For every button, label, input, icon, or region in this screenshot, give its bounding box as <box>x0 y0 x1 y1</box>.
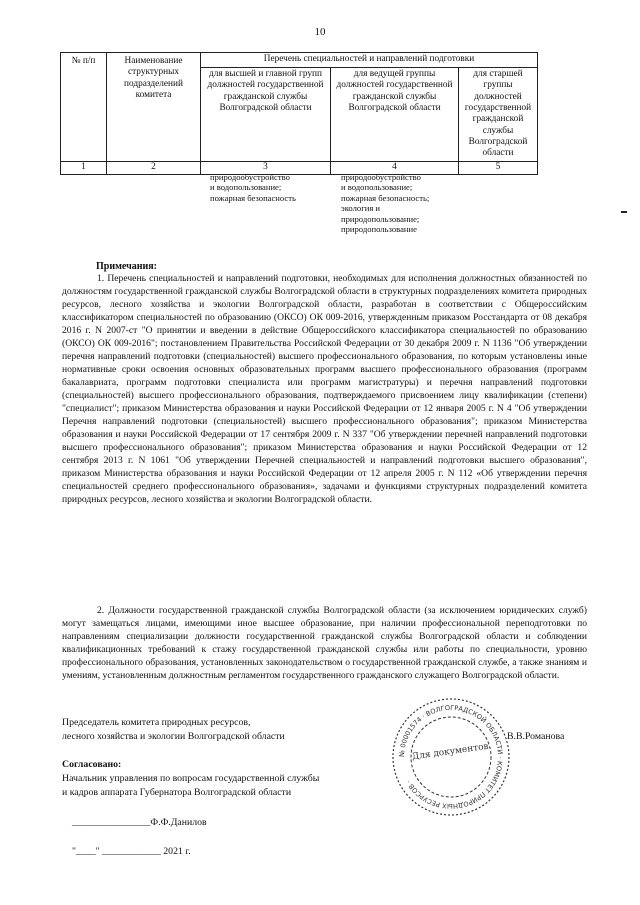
approver-signature-line: ________________Ф.Ф.Данилов <box>72 817 207 828</box>
page-number: 10 <box>314 26 326 38</box>
round-stamp <box>390 696 512 818</box>
date-line: "____" ____________ 2021 г. <box>72 846 191 857</box>
list-item: природообустройство <box>341 172 421 182</box>
chair-title-line-1: Председатель комитета природных ресурсов, <box>62 717 251 728</box>
stamp-ring-text: № 00001574 · ВОЛГОГРАДСКОЙ ОБЛАСТИ · КОМИТЕТ ПРИРОДНЫХ РЕСУРСОВ · <box>397 703 505 811</box>
list-item: и водопользование; <box>210 182 282 193</box>
notes-heading: Примечания: <box>96 261 158 272</box>
chair-name: В.В.Романова <box>507 731 565 742</box>
header-num: № п/п <box>61 53 107 162</box>
continuation-col-4 <box>341 172 429 235</box>
header-col-4: для ведущей группы должностей государственной гражданской службы Волгоградской области <box>331 68 459 162</box>
approver-title-line-2: и кадров аппарата Губернатора Волгоградской области <box>62 787 292 798</box>
col-number-3: 3 <box>201 161 331 174</box>
chair-title-line-2: лесного хозяйства и экологии Волгоградской области <box>62 731 285 742</box>
col-number-5: 5 <box>459 161 538 174</box>
col-number-1: 1 <box>61 161 107 174</box>
header-group: Перечень специальностей и направлений подготовки <box>201 53 538 68</box>
note-paragraph-1: 1. Перечень специальностей и направлений подготовки, необходимых для исполнения должностных обязанностей по должностям государственной гражданской службы Волгоградской области в структурных подразделениях комитета природных ресурсов, лесного хозяйства и экологии Волгоградской области, разработан в соответствии с Общероссийским классификатором специальностей по образованию (ОКСО) ОК 009-2016, утвержденным приказом Росстандарта от 08 декабря 2016 г. N 2007-ст "О принятии и введении в действие Общероссийского классификатора специальностей по образованию (ОКСО) ОК 009-2016"; постановлением Правительства Российской Федерации от 30 декабря 2009 г. N 1136 "Об утверждении перечня направлений подготовки (специальностей) высшего профессионального образования, по которым установлены иные нормативные сроки освоения основных образовательных программ высшего профессионального образования (программ бакалавриата, программ подготовки специалиста или программ магистратуры) и перечня направлений подготовки (специальностей) высшего профессионального образования, подтверждаемого присвоением лицу квалификации (степени) "специалист"; приказом Министерства образования и науки Российской Федерации от 12 января 2005 г. N 4 "Об утверждении Перечня направлений подготовки (специальностей) высшего профессионального образования"; приказом Министерства образования и науки Российской Федерации от 17 сентября 2009 г. N 337 "Об утверждении перечней направлений подготовки высшего профессионального образования"; приказом Министерства образования и науки Российской Федерации от 12 сентября 2013 г. N 1061 "Об утверждении Перечней специальностей и направлений подготовки высшего образования", приказом Министерства образования и науки Российской Федерации от 12 апреля 2005 г. N 112 «Об утверждении перечня специальностей среднего профессионального образования», задачами и функциями структурных подразделений комитета природных ресурсов, лесного хозяйства и экологии Волгоградской области. <box>62 273 587 505</box>
stamp-center-text: Для документов <box>411 741 490 763</box>
col-number-2: 2 <box>107 161 201 174</box>
list-item: и водопользование; <box>341 182 413 193</box>
approver-title-line-1: Начальник управления по вопросам государственной службы <box>62 773 320 784</box>
col-number-4: 4 <box>331 161 459 174</box>
continuation-col-3 <box>210 172 296 203</box>
header-col-5: для старшей группы должностей государственной гражданской службы Волгоградской области <box>459 68 538 162</box>
approver-title <box>62 772 319 800</box>
specialties-table <box>60 52 538 175</box>
header-unit: Наименование структурных подразделений комитета <box>107 53 201 162</box>
stamp-outer-ring <box>393 699 509 815</box>
list-item: пожарная безопасность <box>210 192 296 203</box>
list-item: пожарная безопасность; <box>341 192 430 203</box>
list-item: природопользование <box>341 224 417 235</box>
note-paragraph-2: 2. Должности государственной гражданской службы Волгоградской области (за исключением юридических служб) могут замещаться лицами, имеющими иное высшее образование, при наличии профессиональной переподготовки по направлениям специализации должности государственной гражданской службы Волгоградской области и соблюдении квалификационных требований к стажу государственной гражданской службы или работы по специальности, уровню профессионального образования, установленных законодательством о государственной гражданской службе, а также знаниям и умениям, установленным должностным регламентом государственного гражданского служащего Волгоградской области. <box>62 605 587 681</box>
scan-mark <box>621 211 627 213</box>
list-item: природопользование; <box>341 213 420 224</box>
chair-title <box>62 716 285 744</box>
list-item: экология и <box>341 203 381 214</box>
list-item: природообустройство <box>210 172 290 182</box>
agreed-heading: Согласовано: <box>62 759 122 770</box>
header-col-3: для высшей и главной групп должностей государственной гражданской службы Волгоградской области <box>201 68 331 162</box>
